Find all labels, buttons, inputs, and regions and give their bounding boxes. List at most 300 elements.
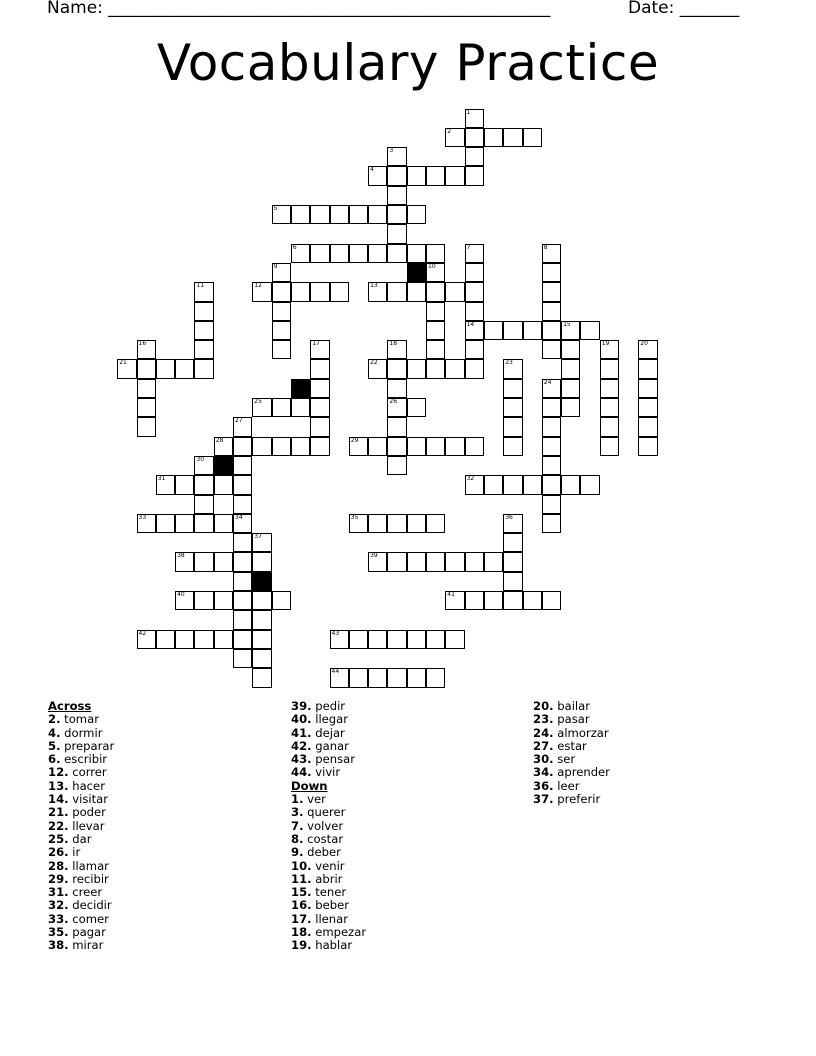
grid-cell[interactable]	[542, 244, 561, 263]
clue-column-1	[48, 700, 114, 953]
clue-text: llamar	[72, 858, 109, 873]
grid-cell[interactable]	[252, 591, 271, 610]
grid-cell[interactable]	[272, 340, 291, 359]
grid-cell[interactable]	[387, 186, 406, 205]
grid-cell[interactable]	[194, 321, 213, 340]
grid-cell[interactable]	[291, 244, 310, 263]
clue-num: 39.	[291, 699, 312, 713]
grid-cell[interactable]	[310, 417, 329, 436]
grid-cell[interactable]	[330, 630, 349, 649]
clue-number: 34	[235, 513, 243, 521]
clue-item	[291, 753, 366, 766]
grid-cell[interactable]	[503, 437, 522, 456]
clue-text: poder	[72, 805, 106, 820]
grid-cell[interactable]	[542, 475, 561, 494]
grid-cell[interactable]	[407, 166, 426, 185]
grid-cell[interactable]	[387, 244, 406, 263]
grid-cell[interactable]	[387, 282, 406, 301]
clue-num: 18.	[291, 925, 312, 940]
grid-cell[interactable]	[368, 359, 387, 378]
grid-cell[interactable]	[561, 340, 580, 359]
grid-cell[interactable]	[426, 437, 445, 456]
clue-text: almorzar	[557, 725, 609, 740]
grid-cell[interactable]	[387, 514, 406, 533]
grid-cell[interactable]	[252, 610, 271, 629]
grid-cell[interactable]	[600, 340, 619, 359]
grid-cell[interactable]	[426, 244, 445, 263]
clue-text: estar	[557, 738, 587, 753]
grid-cell[interactable]	[137, 359, 156, 378]
grid-cell[interactable]	[175, 475, 194, 494]
grid-cell[interactable]	[330, 244, 349, 263]
grid-cell[interactable]	[387, 630, 406, 649]
grid-cell[interactable]	[272, 302, 291, 321]
grid-cell[interactable]	[175, 630, 194, 649]
clue-item	[533, 740, 610, 753]
grid-cell[interactable]	[291, 437, 310, 456]
grid-cell[interactable]	[426, 263, 445, 282]
clue-num: 31.	[48, 885, 69, 900]
grid-cell[interactable]	[503, 417, 522, 436]
grid-cell[interactable]	[387, 359, 406, 378]
clue-item	[48, 753, 114, 766]
clue-number: 18	[389, 340, 398, 348]
grid-cell[interactable]	[194, 475, 213, 494]
grid-cell[interactable]	[349, 630, 368, 649]
grid-cell[interactable]	[542, 263, 561, 282]
grid-cell[interactable]	[233, 533, 252, 552]
grid-cell[interactable]	[310, 437, 329, 456]
grid-cell[interactable]	[387, 147, 406, 166]
grid-cell[interactable]	[194, 359, 213, 378]
clue-item	[291, 926, 366, 939]
clue-number: 17	[312, 340, 320, 348]
clue-item	[48, 766, 114, 779]
grid-cell[interactable]	[117, 359, 136, 378]
grid-cell[interactable]	[214, 475, 233, 494]
grid-cell[interactable]	[175, 359, 194, 378]
grid-cell[interactable]	[465, 166, 484, 185]
grid-cell[interactable]	[426, 514, 445, 533]
grid-cell[interactable]	[407, 437, 426, 456]
clue-item	[48, 740, 114, 753]
grid-cell[interactable]	[233, 572, 252, 591]
grid-cell[interactable]	[233, 591, 252, 610]
grid-cell[interactable]	[310, 244, 329, 263]
clue-text: querer	[307, 805, 346, 820]
grid-cell[interactable]	[445, 128, 464, 147]
grid-cell[interactable]	[387, 668, 406, 687]
grid-cell[interactable]	[503, 128, 522, 147]
grid-cell[interactable]	[194, 456, 213, 475]
clue-number: 37	[254, 533, 262, 541]
clue-number: 24	[543, 378, 552, 386]
grid-cell[interactable]	[387, 379, 406, 398]
grid-cell[interactable]	[503, 552, 522, 571]
clue-text: bailar	[557, 699, 591, 713]
clue-item	[291, 740, 366, 753]
grid-cell[interactable]	[638, 417, 657, 436]
grid-cell[interactable]	[600, 417, 619, 436]
grid-cell[interactable]	[194, 591, 213, 610]
grid-cell[interactable]	[310, 398, 329, 417]
grid-cell[interactable]	[426, 340, 445, 359]
grid-cell[interactable]	[465, 302, 484, 321]
grid-cell[interactable]	[542, 417, 561, 436]
grid-cell[interactable]	[561, 321, 580, 340]
clue-item	[291, 766, 366, 779]
grid-cell[interactable]	[349, 437, 368, 456]
grid-cell[interactable]	[387, 224, 406, 243]
grid-cell[interactable]	[638, 398, 657, 417]
grid-cell[interactable]	[252, 437, 271, 456]
grid-cell[interactable]	[484, 591, 503, 610]
grid-cell[interactable]	[291, 282, 310, 301]
grid-cell[interactable]	[465, 321, 484, 340]
grid-cell[interactable]	[368, 552, 387, 571]
grid-cell[interactable]	[407, 398, 426, 417]
grid-cell[interactable]	[523, 475, 542, 494]
grid-cell[interactable]	[542, 437, 561, 456]
grid-cell[interactable]	[214, 437, 233, 456]
grid-cell[interactable]	[272, 591, 291, 610]
grid-cell[interactable]	[387, 340, 406, 359]
grid-cell[interactable]	[214, 591, 233, 610]
clue-number: 6	[292, 243, 297, 251]
grid-cell[interactable]	[368, 668, 387, 687]
grid-cell[interactable]	[137, 417, 156, 436]
grid-cell[interactable]	[503, 359, 522, 378]
grid-cell[interactable]	[310, 282, 329, 301]
clue-number: 36	[505, 513, 513, 521]
grid-cell[interactable]	[542, 591, 561, 610]
grid-cell[interactable]	[407, 630, 426, 649]
grid-cell[interactable]	[194, 630, 213, 649]
grid-cell[interactable]	[368, 205, 387, 224]
grid-cell[interactable]	[233, 610, 252, 629]
grid-cell[interactable]	[561, 359, 580, 378]
grid-cell[interactable]	[465, 475, 484, 494]
clue-number: 13	[370, 282, 378, 290]
grid-cell[interactable]	[638, 359, 657, 378]
grid-cell[interactable]	[484, 552, 503, 571]
grid-cell[interactable]	[638, 379, 657, 398]
grid-cell[interactable]	[175, 552, 194, 571]
grid-cell[interactable]	[272, 282, 291, 301]
grid-cell[interactable]	[349, 514, 368, 533]
grid-cell[interactable]	[638, 340, 657, 359]
grid-cell[interactable]	[349, 205, 368, 224]
clue-item	[291, 860, 366, 873]
blocked-cell	[291, 379, 310, 398]
grid-cell[interactable]	[233, 630, 252, 649]
grid-cell[interactable]	[465, 128, 484, 147]
clue-item	[533, 753, 610, 766]
clue-item	[291, 700, 366, 713]
grid-cell[interactable]	[194, 340, 213, 359]
grid-cell[interactable]	[368, 244, 387, 263]
grid-cell[interactable]	[291, 205, 310, 224]
grid-cell[interactable]	[523, 591, 542, 610]
grid-cell[interactable]	[465, 340, 484, 359]
clue-num: 14.	[48, 792, 69, 807]
grid-cell[interactable]	[291, 398, 310, 417]
grid-cell[interactable]	[233, 456, 252, 475]
grid-cell[interactable]	[252, 649, 271, 668]
grid-cell[interactable]	[638, 437, 657, 456]
clue-num: 33.	[48, 911, 69, 926]
clue-text: ir	[72, 845, 81, 860]
clue-number: 44	[331, 668, 340, 676]
grid-cell[interactable]	[194, 282, 213, 301]
grid-cell[interactable]	[214, 514, 233, 533]
grid-cell[interactable]	[252, 552, 271, 571]
grid-cell[interactable]	[465, 147, 484, 166]
clue-item	[291, 833, 366, 846]
clue-text: abrir	[315, 871, 343, 886]
clue-num: 8.	[291, 831, 304, 846]
grid-cell[interactable]	[426, 166, 445, 185]
grid-cell[interactable]	[310, 340, 329, 359]
clue-number: 8	[543, 243, 548, 251]
grid-cell[interactable]	[445, 166, 464, 185]
grid-cell[interactable]	[349, 668, 368, 687]
clue-num: 12.	[48, 765, 69, 780]
grid-cell[interactable]	[523, 321, 542, 340]
grid-cell[interactable]	[407, 552, 426, 571]
clue-item	[291, 886, 366, 899]
clue-num: 35.	[48, 925, 69, 940]
clue-number: 23	[505, 359, 513, 367]
grid-cell[interactable]	[445, 630, 464, 649]
grid-cell[interactable]	[156, 514, 175, 533]
grid-cell[interactable]	[175, 591, 194, 610]
grid-cell[interactable]	[387, 417, 406, 436]
clue-text: venir	[315, 858, 345, 873]
grid-cell[interactable]	[368, 166, 387, 185]
grid-cell[interactable]	[387, 205, 406, 224]
grid-cell[interactable]	[233, 437, 252, 456]
grid-cell[interactable]	[426, 302, 445, 321]
grid-cell[interactable]	[542, 456, 561, 475]
grid-cell[interactable]	[349, 244, 368, 263]
grid-cell[interactable]	[600, 379, 619, 398]
grid-cell[interactable]	[523, 128, 542, 147]
grid-cell[interactable]	[233, 552, 252, 571]
grid-cell[interactable]	[465, 282, 484, 301]
blocked-cell	[407, 263, 426, 282]
grid-cell[interactable]	[387, 437, 406, 456]
grid-cell[interactable]	[426, 552, 445, 571]
grid-cell[interactable]	[233, 514, 252, 533]
grid-cell[interactable]	[465, 552, 484, 571]
grid-cell[interactable]	[580, 475, 599, 494]
clue-text: pagar	[72, 925, 106, 940]
grid-cell[interactable]	[503, 398, 522, 417]
grid-cell[interactable]	[214, 630, 233, 649]
grid-cell[interactable]	[252, 282, 271, 301]
grid-cell[interactable]	[368, 282, 387, 301]
clue-item	[291, 793, 366, 806]
grid-cell[interactable]	[156, 359, 175, 378]
grid-cell[interactable]	[175, 514, 194, 533]
grid-cell[interactable]	[503, 533, 522, 552]
clue-num: 43.	[291, 752, 312, 767]
grid-cell[interactable]	[542, 379, 561, 398]
grid-cell[interactable]	[387, 456, 406, 475]
clue-text: tener	[315, 885, 347, 900]
grid-cell[interactable]	[465, 109, 484, 128]
grid-cell[interactable]	[330, 668, 349, 687]
grid-cell[interactable]	[137, 379, 156, 398]
grid-cell[interactable]	[503, 321, 522, 340]
grid-cell[interactable]	[465, 437, 484, 456]
grid-cell[interactable]	[137, 340, 156, 359]
grid-cell[interactable]	[252, 398, 271, 417]
clue-text: preferir	[557, 792, 601, 807]
clue-text: vivir	[315, 765, 341, 780]
grid-cell[interactable]	[484, 475, 503, 494]
clue-num: 10.	[291, 858, 312, 873]
grid-cell[interactable]	[252, 668, 271, 687]
clue-item	[533, 766, 610, 779]
clue-item	[533, 700, 610, 713]
grid-cell[interactable]	[272, 205, 291, 224]
clue-number: 7	[466, 243, 471, 251]
clue-number: 41	[447, 591, 455, 598]
grid-cell[interactable]	[272, 263, 291, 282]
clue-item	[291, 846, 366, 859]
grid-cell[interactable]	[426, 282, 445, 301]
grid-cell[interactable]	[542, 514, 561, 533]
grid-cell[interactable]	[465, 359, 484, 378]
clue-item	[291, 913, 366, 926]
grid-cell[interactable]	[426, 668, 445, 687]
clue-num: 36.	[533, 778, 554, 793]
page-title: Vocabulary Practice	[156, 34, 660, 92]
grid-cell[interactable]	[445, 282, 464, 301]
grid-cell[interactable]	[445, 437, 464, 456]
grid-cell[interactable]	[310, 205, 329, 224]
grid-cell[interactable]	[503, 572, 522, 591]
clue-number: 40	[177, 591, 185, 598]
grid-cell[interactable]	[156, 630, 175, 649]
clue-num: 29.	[48, 871, 69, 886]
clue-item	[533, 780, 610, 793]
grid-cell[interactable]	[503, 514, 522, 533]
grid-cell[interactable]	[387, 552, 406, 571]
clue-text: pensar	[315, 752, 355, 767]
grid-cell[interactable]	[194, 514, 213, 533]
grid-cell[interactable]	[503, 475, 522, 494]
grid-cell[interactable]	[600, 437, 619, 456]
grid-cell[interactable]	[194, 552, 213, 571]
grid-cell[interactable]	[445, 591, 464, 610]
grid-cell[interactable]	[407, 668, 426, 687]
grid-cell[interactable]	[387, 398, 406, 417]
grid-cell[interactable]	[426, 359, 445, 378]
clue-number: 29	[350, 436, 359, 444]
grid-cell[interactable]	[310, 379, 329, 398]
clue-num: 2.	[48, 712, 61, 727]
grid-cell[interactable]	[233, 495, 252, 514]
grid-cell[interactable]	[484, 128, 503, 147]
grid-cell[interactable]	[156, 475, 175, 494]
grid-cell[interactable]	[194, 495, 213, 514]
grid-cell[interactable]	[233, 475, 252, 494]
grid-cell[interactable]	[407, 244, 426, 263]
grid-cell[interactable]	[330, 282, 349, 301]
grid-cell[interactable]	[600, 359, 619, 378]
grid-cell[interactable]	[561, 379, 580, 398]
grid-cell[interactable]	[330, 205, 349, 224]
grid-cell[interactable]	[252, 533, 271, 552]
grid-cell[interactable]	[465, 244, 484, 263]
clue-number: 4	[370, 166, 374, 174]
grid-cell[interactable]	[542, 302, 561, 321]
clue-item	[48, 780, 114, 793]
clue-item	[291, 820, 366, 833]
grid-cell[interactable]	[194, 302, 213, 321]
grid-cell[interactable]	[426, 321, 445, 340]
grid-cell[interactable]	[542, 282, 561, 301]
grid-cell[interactable]	[407, 282, 426, 301]
clue-num: 41.	[291, 725, 312, 740]
clue-num: 37.	[533, 792, 554, 807]
grid-cell[interactable]	[233, 649, 252, 668]
grid-cell[interactable]	[407, 514, 426, 533]
grid-cell[interactable]	[445, 552, 464, 571]
grid-cell[interactable]	[368, 514, 387, 533]
grid-cell[interactable]	[465, 591, 484, 610]
grid-cell[interactable]	[407, 205, 426, 224]
grid-cell[interactable]	[426, 630, 445, 649]
grid-cell[interactable]	[465, 263, 484, 282]
clue-number: 31	[157, 475, 166, 483]
grid-cell[interactable]	[561, 475, 580, 494]
grid-cell[interactable]	[368, 437, 387, 456]
grid-cell[interactable]	[407, 359, 426, 378]
clue-text: llevar	[72, 818, 105, 833]
grid-cell[interactable]	[272, 321, 291, 340]
grid-cell[interactable]	[137, 398, 156, 417]
grid-cell[interactable]	[503, 379, 522, 398]
grid-cell[interactable]	[484, 321, 503, 340]
grid-cell[interactable]	[137, 630, 156, 649]
grid-cell[interactable]	[233, 417, 252, 436]
grid-cell[interactable]	[310, 359, 329, 378]
clue-item	[48, 886, 114, 899]
grid-cell[interactable]	[214, 552, 233, 571]
grid-cell[interactable]	[387, 166, 406, 185]
grid-cell[interactable]	[272, 437, 291, 456]
clue-text: dar	[72, 831, 92, 846]
grid-cell[interactable]	[503, 591, 522, 610]
grid-cell[interactable]	[368, 630, 387, 649]
grid-cell[interactable]	[542, 321, 561, 340]
grid-cell[interactable]	[542, 340, 561, 359]
grid-cell[interactable]	[561, 398, 580, 417]
grid-cell[interactable]	[252, 630, 271, 649]
grid-cell[interactable]	[580, 321, 599, 340]
grid-cell[interactable]	[600, 398, 619, 417]
grid-cell[interactable]	[542, 495, 561, 514]
clue-number: 28	[215, 436, 224, 444]
grid-cell[interactable]	[445, 359, 464, 378]
grid-cell[interactable]	[542, 398, 561, 417]
grid-cell[interactable]	[137, 514, 156, 533]
grid-cell[interactable]	[272, 398, 291, 417]
